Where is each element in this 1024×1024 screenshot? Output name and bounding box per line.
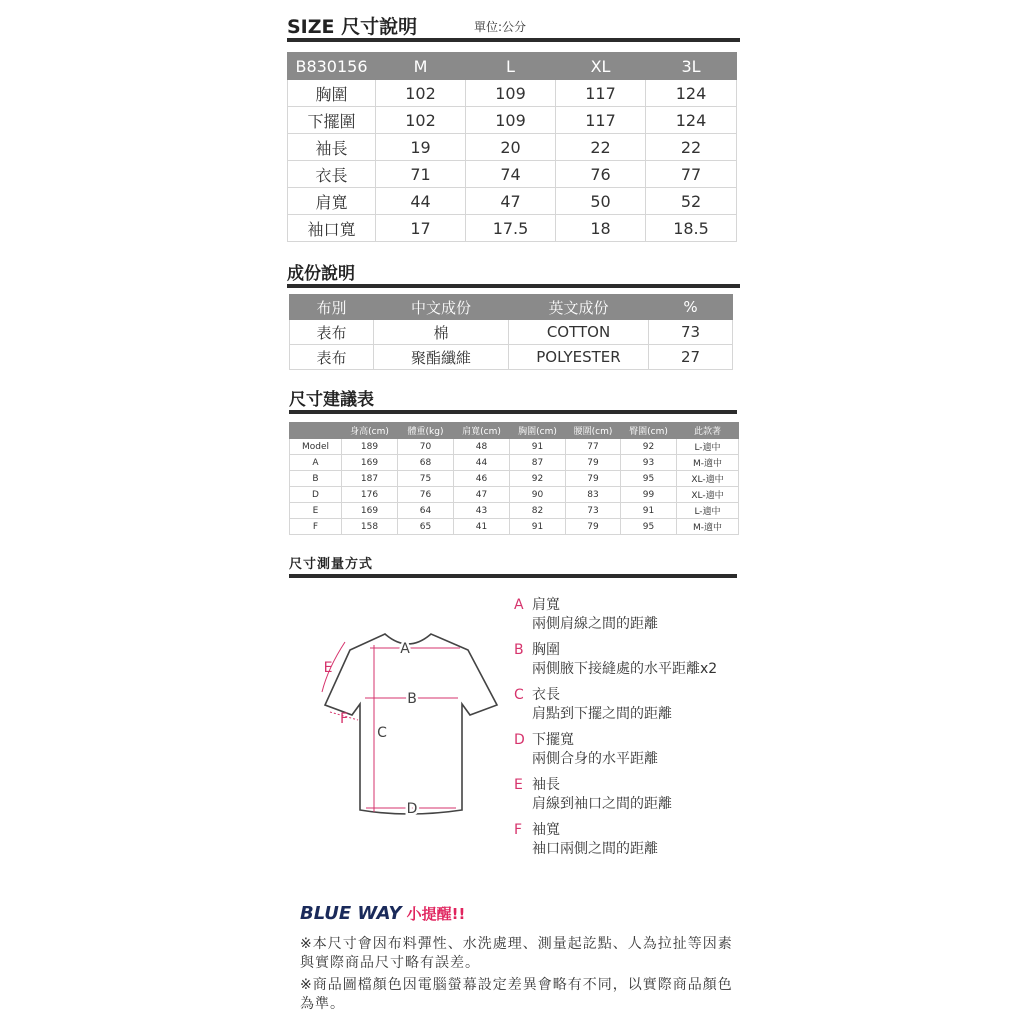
size-rule bbox=[287, 38, 740, 42]
measure-letter: A bbox=[514, 597, 524, 613]
measure-desc: 兩側肩線之間的距離 bbox=[532, 616, 658, 632]
size-row bbox=[288, 80, 737, 107]
recommend-row bbox=[290, 439, 739, 455]
recommend-cell: 64 bbox=[398, 503, 454, 519]
recommend-row bbox=[290, 471, 739, 487]
measure-name: 肩寬 bbox=[532, 597, 560, 613]
recommend-cell: 169 bbox=[342, 503, 398, 519]
recommend-header-cell bbox=[290, 423, 342, 439]
measure-letter: B bbox=[514, 642, 524, 658]
size-cell: 124 bbox=[646, 80, 737, 107]
size-cell: 袖口寬 bbox=[288, 215, 376, 242]
recommend-cell: 91 bbox=[621, 503, 677, 519]
size-cell: 109 bbox=[466, 80, 556, 107]
size-header-cell: L bbox=[466, 53, 556, 80]
tshirt-outline bbox=[325, 634, 497, 814]
reminder-note-2: ※商品圖檔顏色因電腦螢幕設定差異會略有不同，以實際商品顏色為準。 bbox=[300, 977, 733, 1012]
measure-name: 袖寬 bbox=[532, 822, 560, 838]
composition-cell: 27 bbox=[649, 345, 733, 370]
recommend-title: 尺寸建議表 bbox=[289, 390, 374, 410]
size-cell: 124 bbox=[646, 107, 737, 134]
recommend-cell: 99 bbox=[621, 487, 677, 503]
recommend-header-cell: 胸圍(cm) bbox=[510, 423, 566, 439]
measure-letter: F bbox=[514, 822, 523, 838]
recommend-cell: 47 bbox=[454, 487, 510, 503]
size-cell: 17.5 bbox=[466, 215, 556, 242]
composition-header-cell: % bbox=[649, 295, 733, 320]
size-cell: 102 bbox=[376, 80, 466, 107]
recommend-table bbox=[289, 422, 739, 535]
size-cell: 77 bbox=[646, 161, 737, 188]
recommend-cell: 93 bbox=[621, 455, 677, 471]
unit-label: 單位:公分 bbox=[474, 20, 527, 34]
recommend-header-cell: 臀圍(cm) bbox=[621, 423, 677, 439]
measure-name: 衣長 bbox=[532, 687, 560, 703]
recommend-header-cell: 腰圍(cm) bbox=[566, 423, 621, 439]
composition-row bbox=[290, 345, 733, 370]
recommend-cell: L-適中 bbox=[677, 439, 739, 455]
measure-letter: E bbox=[514, 777, 523, 793]
recommend-cell: 189 bbox=[342, 439, 398, 455]
recommend-cell: 79 bbox=[566, 471, 621, 487]
recommend-cell: 92 bbox=[510, 471, 566, 487]
size-row bbox=[288, 134, 737, 161]
measure-desc: 肩點到下擺之間的距離 bbox=[532, 706, 672, 722]
size-cell: 18.5 bbox=[646, 215, 737, 242]
recommend-row bbox=[290, 455, 739, 471]
size-cell: 71 bbox=[376, 161, 466, 188]
composition-cell: 棉 bbox=[374, 320, 509, 345]
size-cell: 18 bbox=[556, 215, 646, 242]
diagram-label-f: F bbox=[339, 711, 349, 727]
measure-item bbox=[514, 686, 717, 724]
recommend-cell: A bbox=[290, 455, 342, 471]
measure-item bbox=[514, 776, 717, 814]
reminder-exclaim: !! bbox=[451, 905, 466, 923]
size-row bbox=[288, 161, 737, 188]
recommend-header-cell: 體重(kg) bbox=[398, 423, 454, 439]
size-header-cell: M bbox=[376, 53, 466, 80]
size-cell: 52 bbox=[646, 188, 737, 215]
brand-logo: BLUE WAY bbox=[300, 903, 402, 924]
reminder-note-1: ※本尺寸會因布料彈性、水洗處理、測量起訖點、人為拉扯等因素與實際商品尺寸略有誤差。 bbox=[300, 936, 733, 971]
tshirt-diagram bbox=[300, 620, 510, 830]
recommend-cell: Model bbox=[290, 439, 342, 455]
size-cell: 117 bbox=[556, 80, 646, 107]
recommend-cell: 158 bbox=[342, 519, 398, 535]
recommend-cell: 95 bbox=[621, 471, 677, 487]
measure-title: 尺寸測量方式 bbox=[289, 557, 374, 572]
size-table bbox=[287, 52, 737, 242]
reminder-heading bbox=[300, 903, 465, 924]
size-cell: 109 bbox=[466, 107, 556, 134]
recommend-cell: 48 bbox=[454, 439, 510, 455]
measure-letter: D bbox=[514, 732, 525, 748]
recommend-cell: 79 bbox=[566, 519, 621, 535]
recommend-cell: 92 bbox=[621, 439, 677, 455]
recommend-cell: XL-適中 bbox=[677, 471, 739, 487]
recommend-cell: 73 bbox=[566, 503, 621, 519]
recommend-cell: 82 bbox=[510, 503, 566, 519]
recommend-cell: E bbox=[290, 503, 342, 519]
recommend-cell: M-適中 bbox=[677, 519, 739, 535]
recommend-header-row bbox=[290, 423, 739, 439]
measure-desc: 肩線到袖口之間的距離 bbox=[532, 796, 672, 812]
recommend-row bbox=[290, 519, 739, 535]
size-header-row bbox=[288, 53, 737, 80]
size-cell: 74 bbox=[466, 161, 556, 188]
recommend-cell: 95 bbox=[621, 519, 677, 535]
diagram-label-b: B bbox=[407, 691, 417, 707]
size-cell: 22 bbox=[556, 134, 646, 161]
recommend-cell: D bbox=[290, 487, 342, 503]
recommend-cell: 43 bbox=[454, 503, 510, 519]
recommend-cell: XL-適中 bbox=[677, 487, 739, 503]
diagram-label-a: A bbox=[400, 641, 410, 657]
size-cell: 肩寬 bbox=[288, 188, 376, 215]
composition-cell: POLYESTER bbox=[509, 345, 649, 370]
size-row bbox=[288, 215, 737, 242]
recommend-cell: 176 bbox=[342, 487, 398, 503]
size-cell: 下擺圍 bbox=[288, 107, 376, 134]
recommend-header-cell: 身高(cm) bbox=[342, 423, 398, 439]
composition-header-cell: 中文成份 bbox=[374, 295, 509, 320]
composition-row bbox=[290, 320, 733, 345]
measure-desc: 兩側合身的水平距離 bbox=[532, 751, 658, 767]
size-cell: 袖長 bbox=[288, 134, 376, 161]
size-row bbox=[288, 107, 737, 134]
diagram-label-c: C bbox=[377, 725, 387, 741]
size-title: SIZE 尺寸說明 bbox=[287, 16, 418, 38]
recommend-cell: 187 bbox=[342, 471, 398, 487]
composition-table bbox=[289, 294, 733, 370]
size-cell: 胸圍 bbox=[288, 80, 376, 107]
recommend-cell: 77 bbox=[566, 439, 621, 455]
recommend-cell: F bbox=[290, 519, 342, 535]
size-cell: 衣長 bbox=[288, 161, 376, 188]
size-cell: 20 bbox=[466, 134, 556, 161]
composition-cell: 聚酯纖維 bbox=[374, 345, 509, 370]
measure-name: 袖長 bbox=[532, 777, 560, 793]
measure-name: 下擺寬 bbox=[532, 732, 574, 748]
recommend-cell: 75 bbox=[398, 471, 454, 487]
measure-rule bbox=[289, 574, 737, 578]
measure-desc: 兩側腋下接縫處的水平距離x2 bbox=[532, 661, 718, 677]
measure-list bbox=[514, 596, 717, 866]
measure-letter: C bbox=[514, 687, 524, 703]
size-cell: 47 bbox=[466, 188, 556, 215]
measure-name: 胸圍 bbox=[532, 642, 560, 658]
recommend-row bbox=[290, 487, 739, 503]
composition-header-cell: 英文成份 bbox=[509, 295, 649, 320]
recommend-header-cell: 此款著 bbox=[677, 423, 739, 439]
recommend-cell: L-適中 bbox=[677, 503, 739, 519]
recommend-cell: 169 bbox=[342, 455, 398, 471]
recommend-cell: 68 bbox=[398, 455, 454, 471]
composition-cell: 表布 bbox=[290, 320, 374, 345]
composition-rule bbox=[287, 284, 740, 288]
recommend-cell: 76 bbox=[398, 487, 454, 503]
measure-item bbox=[514, 821, 717, 859]
size-header-cell: 3L bbox=[646, 53, 737, 80]
measure-desc: 袖口兩側之間的距離 bbox=[532, 841, 658, 857]
recommend-cell: 87 bbox=[510, 455, 566, 471]
size-cell: 76 bbox=[556, 161, 646, 188]
measure-item bbox=[514, 731, 717, 769]
recommend-rule bbox=[289, 410, 737, 414]
composition-title: 成份說明 bbox=[287, 264, 355, 284]
recommend-cell: 46 bbox=[454, 471, 510, 487]
recommend-row bbox=[290, 503, 739, 519]
recommend-cell: 41 bbox=[454, 519, 510, 535]
recommend-header-cell: 肩寬(cm) bbox=[454, 423, 510, 439]
reminder-label: 小提醒 bbox=[406, 905, 452, 923]
recommend-cell: 91 bbox=[510, 519, 566, 535]
diagram-label-e: E bbox=[323, 660, 333, 676]
size-row bbox=[288, 188, 737, 215]
recommend-cell: M-適中 bbox=[677, 455, 739, 471]
measure-item bbox=[514, 596, 717, 634]
measure-item bbox=[514, 641, 717, 679]
recommend-cell: 65 bbox=[398, 519, 454, 535]
size-cell: 22 bbox=[646, 134, 737, 161]
size-cell: 102 bbox=[376, 107, 466, 134]
composition-cell: 73 bbox=[649, 320, 733, 345]
recommend-cell: 44 bbox=[454, 455, 510, 471]
size-cell: 50 bbox=[556, 188, 646, 215]
size-cell: 19 bbox=[376, 134, 466, 161]
size-header-cell: B830156 bbox=[288, 53, 376, 80]
composition-header-row bbox=[290, 295, 733, 320]
recommend-cell: 79 bbox=[566, 455, 621, 471]
recommend-cell: 90 bbox=[510, 487, 566, 503]
diagram-label-d: D bbox=[406, 801, 418, 817]
size-cell: 117 bbox=[556, 107, 646, 134]
recommend-cell: 83 bbox=[566, 487, 621, 503]
size-header-cell: XL bbox=[556, 53, 646, 80]
size-cell: 44 bbox=[376, 188, 466, 215]
composition-cell: 表布 bbox=[290, 345, 374, 370]
size-cell: 17 bbox=[376, 215, 466, 242]
recommend-cell: B bbox=[290, 471, 342, 487]
composition-cell: COTTON bbox=[509, 320, 649, 345]
recommend-cell: 91 bbox=[510, 439, 566, 455]
composition-header-cell: 布別 bbox=[290, 295, 374, 320]
recommend-cell: 70 bbox=[398, 439, 454, 455]
